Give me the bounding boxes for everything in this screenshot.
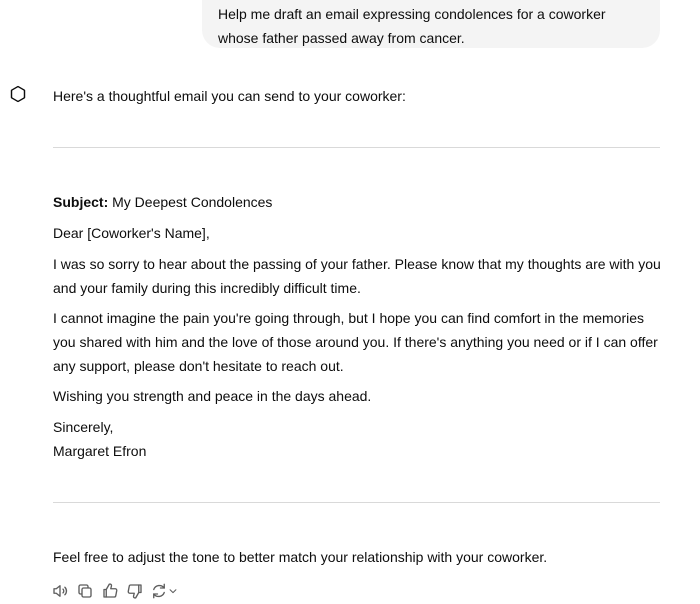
- regenerate-button[interactable]: [150, 581, 178, 601]
- email-paragraph: I cannot imagine the pain you're going through, but I hope you can find comfort in the memories you shared with him and the love of those around you. If there's anything you need or if I can offer any support, please don't hesitate to reach out.: [53, 310, 658, 374]
- email-subject-label: Subject:: [53, 194, 109, 210]
- email-subject: My Deepest Condolences: [112, 194, 273, 210]
- thumbs-up-icon: [101, 582, 119, 600]
- assistant-outro: Feel free to adjust the tone to better match your relationship with your coworker.: [53, 549, 548, 565]
- copy-icon: [76, 582, 94, 600]
- copy-button[interactable]: [75, 581, 95, 601]
- email-paragraph: I was so sorry to hear about the passing of your father. Please know that my thoughts are with you and your family during this incredibly difficult time.: [53, 256, 661, 296]
- divider-bottom: [53, 502, 660, 503]
- divider-top: [53, 147, 660, 148]
- openai-logo-icon: [5, 81, 31, 107]
- email-subject-line: [53, 190, 272, 214]
- thumbs-down-icon: [126, 582, 144, 600]
- read-aloud-icon: [51, 582, 69, 600]
- email-paragraph: Wishing you strength and peace in the days ahead.: [53, 388, 372, 404]
- user-message-bubble: [202, 0, 660, 48]
- email-closing: Sincerely,: [53, 419, 114, 435]
- user-message-text: Help me draft an email expressing condolences for a coworker whose father passed away from cancer.: [218, 6, 606, 46]
- read-aloud-button[interactable]: [50, 581, 70, 601]
- thumbs-down-button[interactable]: [125, 581, 145, 601]
- thumbs-up-button[interactable]: [100, 581, 120, 601]
- email-signature: Margaret Efron: [53, 443, 147, 459]
- regenerate-icon: [150, 582, 168, 600]
- assistant-intro: Here's a thoughtful email you can send to your coworker:: [53, 88, 406, 104]
- message-actions: [50, 581, 183, 601]
- chevron-down-icon: [168, 586, 178, 596]
- email-greeting: Dear [Coworker's Name],: [53, 225, 210, 241]
